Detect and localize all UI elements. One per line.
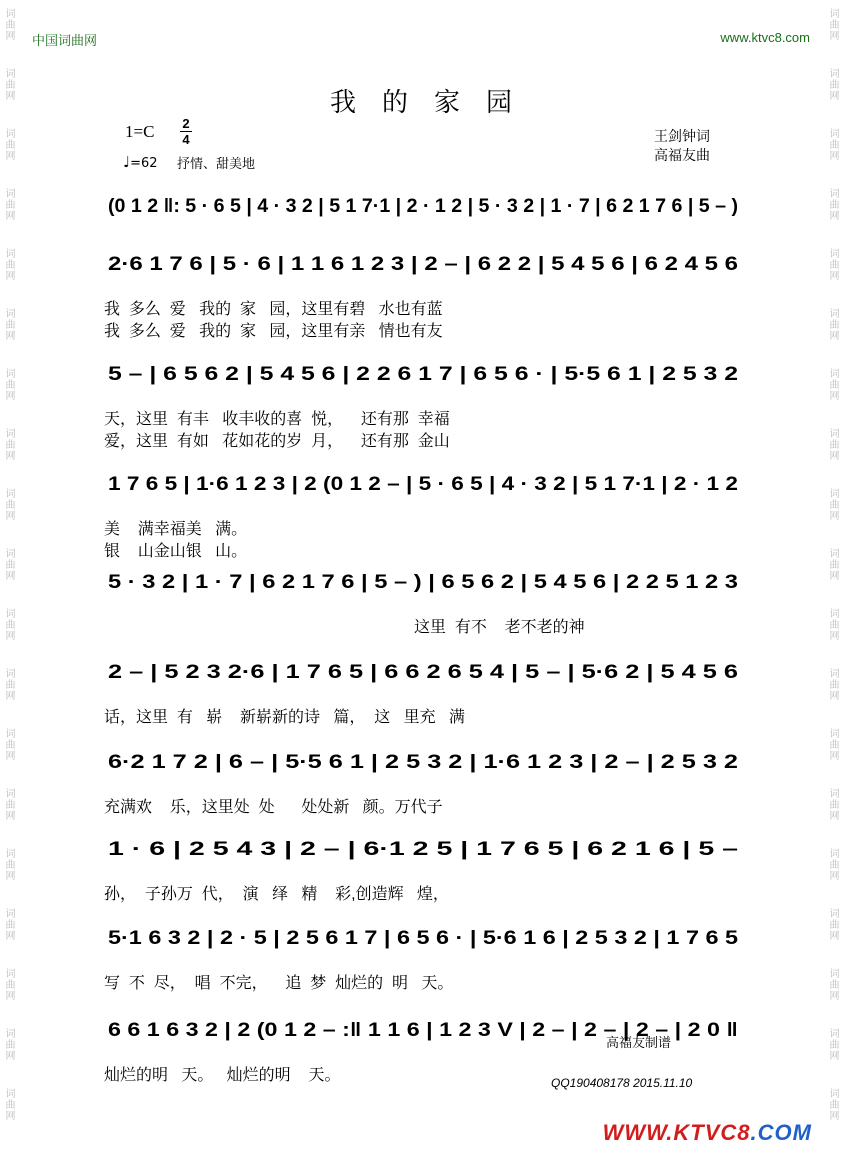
watermark-text: 词曲网 [827, 428, 838, 461]
lyricist-credit: 王剑钟词 [654, 129, 710, 145]
score-row [104, 662, 738, 726]
contact-and-date: QQ190408178 2015.11.10 [551, 1076, 693, 1090]
lyric-line: 孙， 子孙万 代， 演 绎 精 彩,创造辉 煌， [104, 886, 449, 903]
watermark-text: 词曲网 [827, 548, 838, 581]
note-line: 6 6 1 6 3 2 | 2 (0 1 2 – :‖ 1 1 6 | 1 2 3 V | 2 – | 2 – | 2 – | 2 0 ‖ [108, 1020, 738, 1041]
watermark-text: 词曲网 [3, 548, 14, 581]
lyric-line: 我 多么 爱 我的 家 园，这里有碧 水也有蓝 [104, 301, 443, 318]
score-row [104, 364, 738, 450]
lyric-line: 充满欢 乐，这里处 处 处处新 颜。万代子 [104, 799, 443, 816]
watermark-text: 词曲网 [827, 1088, 838, 1121]
quarter-note-icon: ♩ [123, 153, 131, 171]
lyric-line: 银 山金山银 山。 [104, 543, 248, 560]
lyric-line: 爱，这里 有如 花如花的岁 月， 还有那 金山 [104, 433, 450, 450]
score-row [108, 196, 738, 217]
watermark-text: 词曲网 [3, 188, 14, 221]
note-line: 6·2 1 7 2 | 6 – | 5·5 6 1 | 2 5 3 2 | 1·6 1 2 3 | 2 – | 2 5 3 2 [108, 752, 738, 773]
watermark-text: 词曲网 [3, 728, 14, 761]
watermark-text: 词曲网 [3, 68, 14, 101]
footer-url-logo[interactable] [603, 1120, 812, 1146]
watermark-text: 词曲网 [3, 1028, 14, 1061]
note-line: 5 – | 6 5 6 2 | 5 4 5 6 | 2 2 6 1 7 | 6 5 6 · | 5·5 6 1 | 2 5 3 2 [108, 364, 738, 385]
watermark-text: 词曲网 [3, 128, 14, 161]
note-line: 2 – | 5 2 3 2·6 | 1 7 6 5 | 6 6 2 6 5 4 | 5 – | 5·6 2 | 5 4 5 6 [108, 662, 738, 683]
score-row [104, 1020, 738, 1084]
footer-url-suffix: .COM [750, 1120, 812, 1145]
time-top: 2 [182, 116, 190, 131]
expression-mark: 抒情、甜美地 [177, 157, 256, 172]
watermark-text: 词曲网 [827, 788, 838, 821]
score-row [104, 752, 738, 816]
watermark-text: 词曲网 [3, 248, 14, 281]
note-line: (0 1 2 ‖: 5 · 6 5 | 4 · 3 2 | 5 1 7·1 | 2 · 1 2 | 5 · 3 2 | 1 · 7 | 6 2 1 7 6 | 5 – ) [108, 196, 738, 217]
time-bottom: 4 [182, 132, 190, 147]
watermark-text: 词曲网 [3, 1088, 14, 1121]
lyric-line: 写 不 尽， 唱 不完， 追 梦 灿烂的 明 天。 [104, 975, 454, 992]
lyric-line: 灿烂的明 天。 灿烂的明 天。 [104, 1067, 341, 1084]
note-line: 2·6 1 7 6 | 5 · 6 | 1 1 6 1 2 3 | 2 – | 6 2 2 | 5 4 5 6 | 6 2 4 5 6 [108, 254, 738, 275]
lyric-line: 天，这里 有丰 收丰收的喜 悦， 还有那 幸福 [104, 411, 450, 428]
composer-credit: 高福友曲 [654, 148, 710, 164]
footer-url-main: WWW.KTVC8 [602, 1120, 751, 1145]
watermark-text: 词曲网 [3, 8, 14, 41]
watermark-text: 词曲网 [3, 668, 14, 701]
score-row [104, 254, 738, 340]
watermark-text: 词曲网 [3, 848, 14, 881]
note-line: 1 · 6 | 2 5 4 3 | 2 – | 6·1 2 5 | 1 7 6 5 | 6 2 1 6 | 5 – [108, 839, 738, 860]
watermark-text: 词曲网 [827, 1028, 838, 1061]
key-signature: 1=C [125, 122, 155, 141]
watermark-text: 词曲网 [3, 788, 14, 821]
lyric-line: 我 多么 爱 我的 家 园，这里有亲 情也有友 [104, 323, 443, 340]
site-name-left[interactable]: 中国词曲网 [32, 34, 98, 49]
arranger-signature: 高福友制谱 [606, 1036, 672, 1051]
watermark-text: 词曲网 [827, 68, 838, 101]
note-line: 1 7 6 5 | 1·6 1 2 3 | 2 (0 1 2 – | 5 · 6 5 | 4 · 3 2 | 5 1 7·1 | 2 · 1 2 [108, 474, 738, 495]
watermark-text: 词曲网 [827, 848, 838, 881]
watermark-text: 词曲网 [3, 488, 14, 521]
watermark-text: 词曲网 [827, 128, 838, 161]
watermark-text: 词曲网 [3, 908, 14, 941]
watermark-text: 词曲网 [827, 488, 838, 521]
site-url-right[interactable]: www.ktvc8.com [720, 30, 810, 45]
watermark-text: 词曲网 [3, 368, 14, 401]
song-title: 我的家园 [329, 88, 538, 118]
watermark-text: 词曲网 [827, 368, 838, 401]
watermark-text: 词曲网 [3, 968, 14, 1001]
watermark-text: 词曲网 [827, 188, 838, 221]
watermark-text: 词曲网 [827, 248, 838, 281]
watermark-text: 词曲网 [3, 608, 14, 641]
watermark-text: 词曲网 [827, 308, 838, 341]
lyric-line: 这里 有不 老不老的神 [414, 619, 585, 636]
watermark-text: 词曲网 [827, 968, 838, 1001]
watermark-text: 词曲网 [827, 8, 838, 41]
score-row [104, 928, 739, 992]
watermark-text: 词曲网 [3, 428, 14, 461]
watermark-text: 词曲网 [827, 668, 838, 701]
lyric-line: 美 满幸福美 满。 [104, 521, 248, 538]
watermark-text: 词曲网 [827, 908, 838, 941]
score-row [108, 572, 738, 636]
tempo-value: =62 [130, 156, 158, 171]
note-line: 5·1 6 3 2 | 2 · 5 | 2 5 6 1 7 | 6 5 6 · | 5·6 1 6 | 2 5 3 2 | 1 7 6 5 [108, 928, 739, 949]
lyric-line: 话，这里 有 崭 新崭新的诗 篇， 这 里充 满 [104, 709, 465, 726]
score-row [104, 474, 738, 560]
watermark-text: 词曲网 [3, 308, 14, 341]
score-row [104, 839, 738, 903]
watermark-text: 词曲网 [827, 728, 838, 761]
watermark-text: 词曲网 [827, 608, 838, 641]
note-line: 5 · 3 2 | 1 · 7 | 6 2 1 7 6 | 5 – ) | 6 5 6 2 | 5 4 5 6 | 2 2 5 1 2 3 [108, 572, 738, 593]
